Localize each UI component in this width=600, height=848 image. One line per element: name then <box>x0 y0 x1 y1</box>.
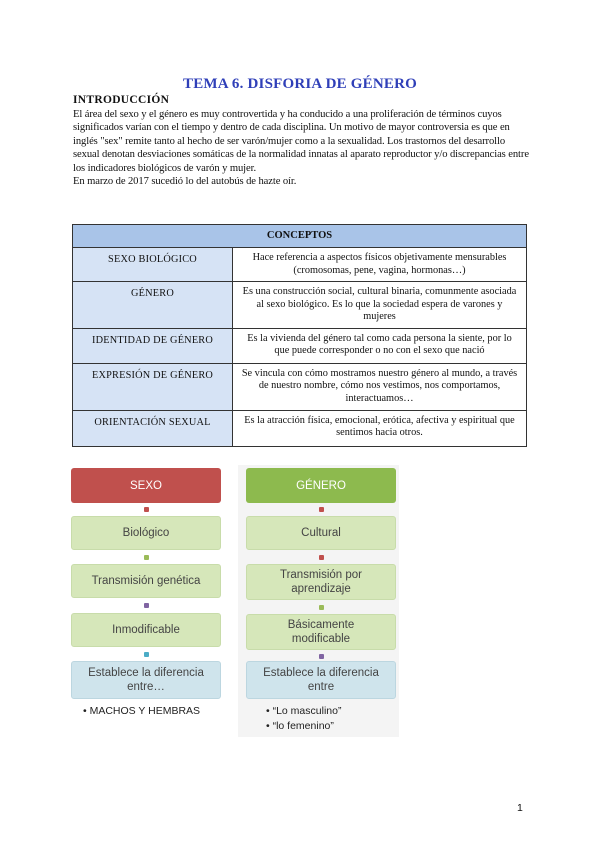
sexo-genero-diagram <box>66 465 399 737</box>
definition-cell: Hace referencia a aspectos físicos objetivamente mensurables (cromosomas, pene, vagina, hormonas…) <box>233 248 527 282</box>
term-cell: EXPRESIÓN DE GÉNERO <box>73 363 233 410</box>
table-row <box>73 410 527 446</box>
genero-step-4: Establece la diferencia entre <box>246 661 396 699</box>
genero-step-2: Transmisión por aprendizaje <box>246 564 396 600</box>
page-number: 1 <box>517 802 523 814</box>
genero-bullet: • “lo femenino” <box>266 720 334 732</box>
table-row <box>73 363 527 410</box>
connector-dot <box>144 603 149 608</box>
sexo-step-4: Establece la diferencia entre… <box>71 661 221 699</box>
table-row <box>73 328 527 363</box>
sexo-header: SEXO <box>71 468 221 503</box>
connector-dot <box>319 654 324 659</box>
term-cell: IDENTIDAD DE GÉNERO <box>73 328 233 363</box>
definition-cell: Se vincula con cómo mostramos nuestro género al mundo, a través de nuestro nombre, cómo nos vestimos, nos comportamos, interactuamos… <box>233 363 527 410</box>
term-cell: GÉNERO <box>73 282 233 329</box>
intro-paragraph: El área del sexo y el género es muy controvertida y ha conducido a una proliferación de términos cuyos significados varían con el tiempo y dentro de cada disciplina. Un motivo de mayor controversia es que en inglés "sex" remite tanto al hecho de ser varón/mujer como a la sexualidad. Los trastornos del desarrollo sexual denotan desviaciones somáticas de la normalidad innatas al aparato reproductor y/o discrepancias entre los indicadores biológicos de varón y mujer. <box>73 109 529 174</box>
definition-cell: Es una construcción social, cultural binaria, comunmente asociada al sexo biológico. Es lo que la sociedad espera de varones y mujeres <box>233 282 527 329</box>
table-row <box>73 282 527 329</box>
sexo-step-2: Transmisión genética <box>71 564 221 598</box>
intro-heading: INTRODUCCIÓN <box>73 94 170 106</box>
concepts-table <box>72 224 527 447</box>
connector-dot <box>319 605 324 610</box>
page-title: TEMA 6. DISFORIA DE GÉNERO <box>183 76 417 92</box>
term-cell: ORIENTACIÓN SEXUAL <box>73 410 233 446</box>
concepts-table-header: CONCEPTOS <box>73 225 527 248</box>
genero-bullet: • “Lo masculino” <box>266 705 342 717</box>
intro-text <box>73 108 533 188</box>
connector-dot <box>144 507 149 512</box>
connector-dot <box>144 555 149 560</box>
definition-cell: Es la vivienda del género tal como cada persona la siente, por lo que puede corresponder o no con el sexo que nació <box>233 328 527 363</box>
table-row <box>73 248 527 282</box>
sexo-step-3: Inmodificable <box>71 613 221 647</box>
intro-note: En marzo de 2017 sucedió lo del autobús de hazte oír. <box>73 176 297 188</box>
genero-step-1: Cultural <box>246 516 396 550</box>
connector-dot <box>319 555 324 560</box>
connector-dot <box>319 507 324 512</box>
genero-header: GÉNERO <box>246 468 396 503</box>
sexo-step-1: Biológico <box>71 516 221 550</box>
connector-dot <box>144 652 149 657</box>
genero-step-3: Básicamente modificable <box>246 614 396 650</box>
term-cell: SEXO BIOLÓGICO <box>73 248 233 282</box>
sexo-bullets <box>83 704 200 719</box>
definition-cell: Es la atracción física, emocional, erótica, afectiva y espiritual que sentimos hacia otros. <box>233 410 527 446</box>
sexo-bullet: • MACHOS Y HEMBRAS <box>83 705 201 717</box>
genero-bullets <box>266 704 341 734</box>
